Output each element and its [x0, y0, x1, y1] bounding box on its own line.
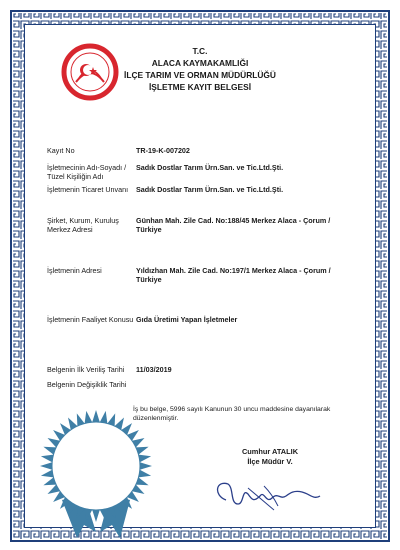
field-label-kayit-no: Kayıt No: [47, 146, 75, 155]
field-value-kayit-no: TR-19-K-007202: [136, 146, 190, 155]
field-label-merkez-adresi: Şirket, Kurum, Kuruluş Merkez Adresi: [47, 216, 119, 234]
signatory-name: Cumhur ATALIK: [241, 447, 299, 456]
field-label-faaliyet-konusu: İşletmenin Faaliyet Konusu: [47, 315, 134, 324]
field-value-isletme-adresi: Yıldızhan Mah. Zile Cad. No:197/1 Merkez Alaca - Çorum / Türkiye: [136, 266, 331, 284]
legal-note: İş bu belge, 5996 sayılı Kanunun 30 uncu maddesine dayanılarak düzenlenmiştir.: [133, 406, 331, 422]
field-value-merkez-adresi: Günhan Mah. Zile Cad. No:188/45 Merkez Alaca - Çorum / Türkiye: [136, 216, 331, 234]
signature-icon: [208, 470, 328, 520]
field-value-isletmeci: Sadık Dostlar Tarım Ürn.San. ve Tic.Ltd.Şti.: [136, 163, 284, 172]
document-title: İŞLETME KAYIT BELGESİ: [148, 82, 252, 92]
field-label-isletme-adresi: İşletmenin Adresi: [47, 266, 102, 275]
seal-rosette-icon: [22, 390, 172, 540]
field-label-ticaret-unvani: İşletmenin Ticaret Unvanı: [47, 185, 129, 194]
field-label-degisiklik: Belgenin Değişiklik Tarihi: [47, 380, 127, 389]
field-value-ilk-verilis: 11/03/2019: [136, 365, 172, 374]
field-value-ticaret-unvani: Sadık Dostlar Tarım Ürn.San. ve Tic.Ltd.Şti.: [136, 185, 284, 194]
header-kaymakamlik: ALACA KAYMAKAMLIĞI: [151, 58, 249, 68]
header-mudurluk: İLÇE TARIM VE ORMAN MÜDÜRLÜĞÜ: [124, 70, 276, 80]
field-label-isletmeci: İşletmecinin Adı-Soyadı / Tüzel Kişiliğin Adı: [47, 163, 127, 181]
field-label-ilk-verilis: Belgenin İlk Veriliş Tarihi: [47, 365, 125, 374]
header-tc: T.C.: [192, 46, 208, 56]
field-value-faaliyet-konusu: Gıda Üretimi Yapan İşletmeler: [136, 315, 238, 324]
signatory-title: İlçe Müdür V.: [247, 457, 293, 466]
